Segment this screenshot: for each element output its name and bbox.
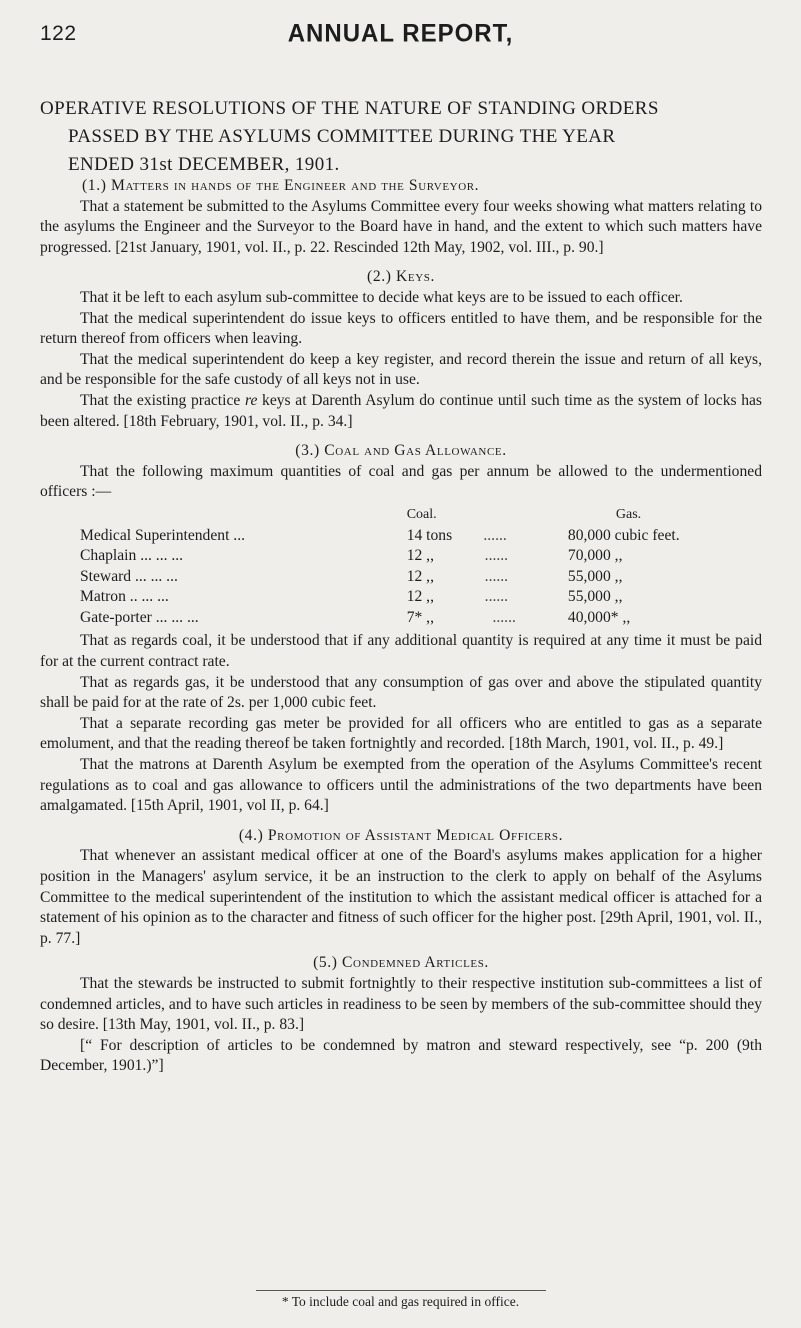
section-1-paragraph: That a statement be submitted to the Asylums Committee every four weeks showing what matters relating to the asylums the Engineer and the Surveyor to the Board have in hand, and the extent to which such matters have progressed. [21st January, 1901, vol. II., p. 22. Rescinded 12th May, 1902, vol. III., p. 90.] bbox=[40, 197, 762, 256]
section-2-paragraph-1: That it be left to each asylum sub-committee to decide what keys are to be issued to each officer. bbox=[80, 288, 683, 306]
table-row: Matron .. ... ... 12 ,, ...... 55,000 ,, bbox=[80, 588, 623, 606]
footnote-divider bbox=[256, 1290, 546, 1291]
section-2-paragraph-3: That the medical superintendent do keep a key register, and record therein the issue and return of all keys, and be responsible for the safe custody of all keys not in use. bbox=[40, 350, 762, 389]
section-2-paragraph-4: That the existing practice re keys at Darenth Asylum do continue until such time as the system of locks has been altered. [18th February, 1901, vol. II., p. 34.] bbox=[40, 391, 763, 430]
document-body bbox=[40, 176, 762, 1077]
section-1-heading: (1.) Matters in hands of the Engineer and the Surveyor. bbox=[82, 177, 480, 194]
section-3-paragraph-1: That as regards coal, it be understood that if any additional quantity is required at any time it must be paid for at the current contract rate. bbox=[40, 632, 762, 671]
section-4-heading: (4.) Promotion of Assistant Medical Officers. bbox=[238, 826, 564, 844]
section-4-paragraph: That whenever an assistant medical officer at one of the Board's asylums makes application for a higher position in the Managers' asylum service, it be an instruction to the clerk to apply on behalf of the Asylums Committee to the medical superintendent of the institution to which the assistant medical officer is attached for a statement of his opinion as to the character and fitness of such officer for the higher post. [29th April, 1901, vol. II., p. 77.] bbox=[40, 847, 762, 947]
table-row: Steward ... ... ... 12 ,, ...... 55,000 ,, bbox=[80, 567, 623, 585]
section-2-paragraph-2: That the medical superintendent do issue keys to officers entitled to have them, and be responsible for the return thereof from officers when leaving. bbox=[40, 309, 762, 348]
coal-column-header: Coal. bbox=[406, 506, 437, 522]
running-head: ANNUAL REPORT, bbox=[287, 19, 514, 48]
section-3-heading: (3.) Coal and Gas Allowance. bbox=[295, 442, 507, 460]
allowance-table bbox=[40, 505, 762, 629]
page-number: 122 bbox=[40, 22, 77, 45]
section-5-paragraph-1: That the stewards be instructed to submit fortnightly to their respective institution sub-committees a list of condemned articles, and to have such articles in readiness to be seen by members of the sub-committee should they so desire. [13th May, 1901, vol. II., p. 83.] bbox=[40, 974, 762, 1034]
title-line-1: OPERATIVE RESOLUTIONS OF THE NATURE OF STANDING ORDERS bbox=[40, 98, 659, 119]
footnote: * To include coal and gas required in office. bbox=[281, 1294, 520, 1309]
table-row: Gate-porter ... ... ... 7* ,, ...... 40,000* ,, bbox=[80, 608, 631, 626]
section-2-heading: (2.) Keys. bbox=[367, 268, 435, 286]
section-3-paragraph-3: That a separate recording gas meter be provided for all officers who are entitled to gas as a separate emolument, and that the reading thereof be taken fortnightly and recorded. [18th March, 1901, vol. II., p. 49.] bbox=[40, 714, 762, 753]
document-title bbox=[40, 95, 760, 179]
section-3-paragraph-2: That as regards gas, it be understood that any consumption of gas over and above the stipulated quantity shall be paid for at the rate of 2s. per 1,000 cubic feet. bbox=[40, 673, 762, 712]
table-row: Chaplain ... ... ... 12 ,, ...... 70,000 ,, bbox=[80, 547, 623, 565]
table-row: Medical Superintendent ... 14 tons ...... 80,000 cubic feet. bbox=[80, 526, 680, 544]
title-line-3: ENDED 31st DECEMBER, 1901. bbox=[68, 154, 340, 175]
section-3-paragraph-4: That the matrons at Darenth Asylum be exempted from the operation of the Asylums Committee's recent regulations as to coal and gas allowance to officers until the administrations of the two departments have been amalgamated. [15th April, 1901, vol II, p. 64.] bbox=[40, 756, 762, 815]
section-5-heading: (5.) Condemned Articles. bbox=[313, 954, 489, 972]
gas-column-header: Gas. bbox=[615, 506, 642, 522]
section-5-paragraph-2: [“ For description of articles to be condemned by matron and steward respectively, see “p. 200 (9th December, 1901.)”] bbox=[40, 1036, 762, 1075]
title-line-2: PASSED BY THE ASYLUMS COMMITTEE DURING THE YEAR bbox=[68, 126, 616, 147]
section-3-intro: That the following maximum quantities of coal and gas per annum be allowed to the undermentioned officers :— bbox=[40, 462, 762, 501]
